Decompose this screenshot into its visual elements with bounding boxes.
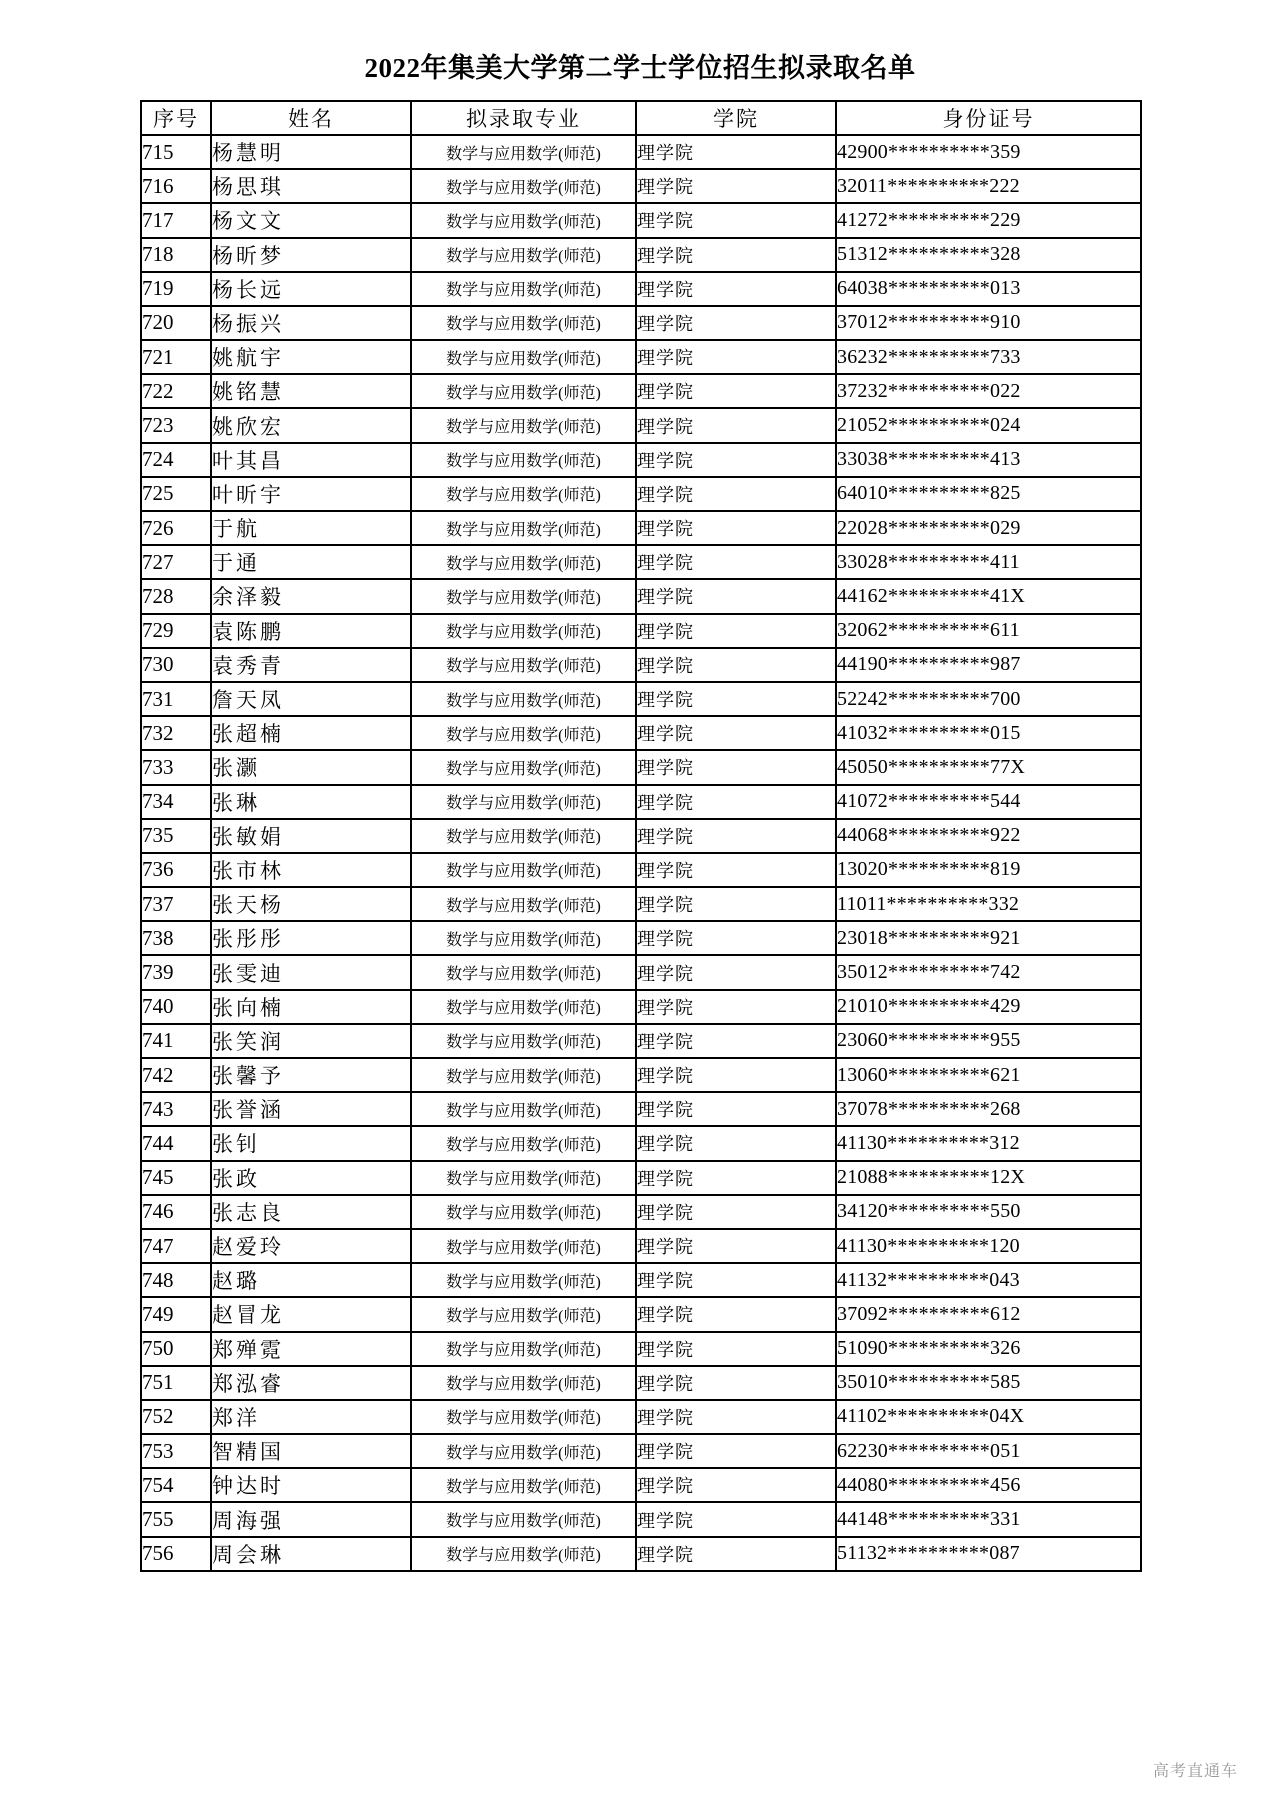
cell-major: 数学与应用数学(师范): [411, 477, 636, 511]
cell-major: 数学与应用数学(师范): [411, 1502, 636, 1536]
cell-college: 理学院: [636, 1126, 836, 1160]
cell-id: 21088**********12X: [836, 1161, 1141, 1195]
table-row: [141, 1024, 1141, 1058]
cell-college: 理学院: [636, 853, 836, 887]
cell-major: 数学与应用数学(师范): [411, 682, 636, 716]
cell-major: 数学与应用数学(师范): [411, 340, 636, 374]
cell-seq: 735: [141, 819, 211, 853]
cell-major: 数学与应用数学(师范): [411, 1366, 636, 1400]
cell-college: 理学院: [636, 306, 836, 340]
table-row: [141, 750, 1141, 784]
cell-name: 张向楠: [211, 990, 411, 1024]
cell-major: 数学与应用数学(师范): [411, 887, 636, 921]
cell-id: 52242**********700: [836, 682, 1141, 716]
table-body: [141, 135, 1141, 1571]
table-row: [141, 955, 1141, 989]
cell-seq: 753: [141, 1434, 211, 1468]
cell-name: 姚航宇: [211, 340, 411, 374]
cell-name: 张市林: [211, 853, 411, 887]
cell-major: 数学与应用数学(师范): [411, 1332, 636, 1366]
table-row: [141, 203, 1141, 237]
cell-major: 数学与应用数学(师范): [411, 921, 636, 955]
cell-seq: 728: [141, 579, 211, 613]
cell-college: 理学院: [636, 1263, 836, 1297]
cell-seq: 743: [141, 1092, 211, 1126]
column-header-college: 学院: [636, 101, 836, 135]
cell-major: 数学与应用数学(师范): [411, 1468, 636, 1502]
cell-name: 赵冒龙: [211, 1297, 411, 1331]
cell-seq: 737: [141, 887, 211, 921]
cell-major: 数学与应用数学(师范): [411, 306, 636, 340]
table-row: [141, 1126, 1141, 1160]
cell-name: 姚铭慧: [211, 374, 411, 408]
table-row: [141, 990, 1141, 1024]
cell-name: 周海强: [211, 1502, 411, 1536]
cell-id: 11011**********332: [836, 887, 1141, 921]
cell-id: 35012**********742: [836, 955, 1141, 989]
cell-id: 51312**********328: [836, 238, 1141, 272]
cell-major: 数学与应用数学(师范): [411, 1229, 636, 1263]
cell-college: 理学院: [636, 614, 836, 648]
cell-name: 张馨予: [211, 1058, 411, 1092]
table-row: [141, 648, 1141, 682]
roster-table-wrapper: [140, 100, 1140, 1572]
cell-seq: 716: [141, 169, 211, 203]
cell-major: 数学与应用数学(师范): [411, 1126, 636, 1160]
cell-major: 数学与应用数学(师范): [411, 545, 636, 579]
cell-seq: 722: [141, 374, 211, 408]
cell-seq: 732: [141, 716, 211, 750]
cell-name: 周会琳: [211, 1537, 411, 1571]
table-header: [141, 101, 1141, 135]
cell-name: 张雯迪: [211, 955, 411, 989]
cell-name: 张钊: [211, 1126, 411, 1160]
cell-id: 32062**********611: [836, 614, 1141, 648]
cell-name: 姚欣宏: [211, 408, 411, 442]
cell-college: 理学院: [636, 545, 836, 579]
cell-name: 张灏: [211, 750, 411, 784]
cell-seq: 756: [141, 1537, 211, 1571]
cell-seq: 718: [141, 238, 211, 272]
cell-id: 37232**********022: [836, 374, 1141, 408]
table-row: [141, 716, 1141, 750]
column-header-id: 身份证号: [836, 101, 1141, 135]
cell-seq: 729: [141, 614, 211, 648]
column-header-major: 拟录取专业: [411, 101, 636, 135]
table-row: [141, 272, 1141, 306]
table-row: [141, 477, 1141, 511]
cell-seq: 725: [141, 477, 211, 511]
cell-name: 詹天凤: [211, 682, 411, 716]
cell-college: 理学院: [636, 1161, 836, 1195]
cell-seq: 745: [141, 1161, 211, 1195]
table-row: [141, 408, 1141, 442]
table-row: [141, 853, 1141, 887]
cell-id: 45050**********77X: [836, 750, 1141, 784]
cell-id: 32011**********222: [836, 169, 1141, 203]
cell-major: 数学与应用数学(师范): [411, 750, 636, 784]
cell-id: 64038**********013: [836, 272, 1141, 306]
cell-college: 理学院: [636, 135, 836, 169]
table-row: [141, 1468, 1141, 1502]
cell-major: 数学与应用数学(师范): [411, 1263, 636, 1297]
cell-seq: 717: [141, 203, 211, 237]
cell-seq: 740: [141, 990, 211, 1024]
cell-college: 理学院: [636, 169, 836, 203]
cell-major: 数学与应用数学(师范): [411, 135, 636, 169]
cell-major: 数学与应用数学(师范): [411, 443, 636, 477]
cell-major: 数学与应用数学(师范): [411, 990, 636, 1024]
cell-college: 理学院: [636, 1024, 836, 1058]
table-row: [141, 1263, 1141, 1297]
cell-college: 理学院: [636, 1366, 836, 1400]
cell-college: 理学院: [636, 477, 836, 511]
cell-id: 41130**********312: [836, 1126, 1141, 1160]
cell-seq: 742: [141, 1058, 211, 1092]
cell-major: 数学与应用数学(师范): [411, 408, 636, 442]
cell-college: 理学院: [636, 1058, 836, 1092]
cell-college: 理学院: [636, 272, 836, 306]
table-row: [141, 340, 1141, 374]
table-header-row: [141, 101, 1141, 135]
cell-id: 13020**********819: [836, 853, 1141, 887]
column-header-name: 姓名: [211, 101, 411, 135]
cell-seq: 730: [141, 648, 211, 682]
table-row: [141, 1229, 1141, 1263]
cell-college: 理学院: [636, 1400, 836, 1434]
cell-name: 于航: [211, 511, 411, 545]
cell-seq: 715: [141, 135, 211, 169]
cell-college: 理学院: [636, 408, 836, 442]
cell-college: 理学院: [636, 785, 836, 819]
cell-seq: 721: [141, 340, 211, 374]
cell-college: 理学院: [636, 750, 836, 784]
table-row: [141, 1332, 1141, 1366]
table-row: [141, 1297, 1141, 1331]
table-row: [141, 443, 1141, 477]
cell-major: 数学与应用数学(师范): [411, 1161, 636, 1195]
cell-college: 理学院: [636, 374, 836, 408]
cell-name: 张笑润: [211, 1024, 411, 1058]
cell-id: 37078**********268: [836, 1092, 1141, 1126]
cell-id: 51132**********087: [836, 1537, 1141, 1571]
cell-college: 理学院: [636, 1229, 836, 1263]
cell-major: 数学与应用数学(师范): [411, 203, 636, 237]
cell-college: 理学院: [636, 1297, 836, 1331]
table-row: [141, 1366, 1141, 1400]
cell-name: 杨振兴: [211, 306, 411, 340]
cell-id: 44068**********922: [836, 819, 1141, 853]
cell-seq: 754: [141, 1468, 211, 1502]
cell-id: 64010**********825: [836, 477, 1141, 511]
cell-college: 理学院: [636, 1537, 836, 1571]
cell-name: 智精国: [211, 1434, 411, 1468]
table-row: [141, 579, 1141, 613]
cell-seq: 731: [141, 682, 211, 716]
cell-name: 张敏娟: [211, 819, 411, 853]
cell-name: 张政: [211, 1161, 411, 1195]
cell-college: 理学院: [636, 340, 836, 374]
cell-seq: 736: [141, 853, 211, 887]
cell-major: 数学与应用数学(师范): [411, 785, 636, 819]
table-row: [141, 135, 1141, 169]
cell-college: 理学院: [636, 1468, 836, 1502]
cell-name: 于通: [211, 545, 411, 579]
cell-name: 杨思琪: [211, 169, 411, 203]
cell-seq: 744: [141, 1126, 211, 1160]
cell-major: 数学与应用数学(师范): [411, 1297, 636, 1331]
cell-name: 赵爱玲: [211, 1229, 411, 1263]
table-row: [141, 374, 1141, 408]
table-row: [141, 545, 1141, 579]
cell-name: 张琳: [211, 785, 411, 819]
table-row: [141, 1434, 1141, 1468]
cell-major: 数学与应用数学(师范): [411, 1024, 636, 1058]
cell-name: 杨长远: [211, 272, 411, 306]
cell-college: 理学院: [636, 1092, 836, 1126]
cell-id: 35010**********585: [836, 1366, 1141, 1400]
cell-college: 理学院: [636, 819, 836, 853]
cell-id: 34120**********550: [836, 1195, 1141, 1229]
cell-major: 数学与应用数学(师范): [411, 238, 636, 272]
cell-name: 袁秀青: [211, 648, 411, 682]
cell-id: 41132**********043: [836, 1263, 1141, 1297]
cell-id: 23060**********955: [836, 1024, 1141, 1058]
cell-major: 数学与应用数学(师范): [411, 1195, 636, 1229]
cell-name: 张超楠: [211, 716, 411, 750]
cell-major: 数学与应用数学(师范): [411, 614, 636, 648]
table-row: [141, 1195, 1141, 1229]
cell-major: 数学与应用数学(师范): [411, 819, 636, 853]
cell-seq: 752: [141, 1400, 211, 1434]
cell-id: 23018**********921: [836, 921, 1141, 955]
cell-seq: 723: [141, 408, 211, 442]
cell-seq: 726: [141, 511, 211, 545]
cell-name: 张天杨: [211, 887, 411, 921]
cell-major: 数学与应用数学(师范): [411, 1092, 636, 1126]
cell-college: 理学院: [636, 443, 836, 477]
cell-name: 郑殚霓: [211, 1332, 411, 1366]
cell-name: 杨慧明: [211, 135, 411, 169]
admission-roster-table: [140, 100, 1142, 1572]
cell-major: 数学与应用数学(师范): [411, 374, 636, 408]
table-row: [141, 169, 1141, 203]
table-row: [141, 511, 1141, 545]
cell-id: 33038**********413: [836, 443, 1141, 477]
cell-seq: 733: [141, 750, 211, 784]
cell-seq: 739: [141, 955, 211, 989]
cell-id: 42900**********359: [836, 135, 1141, 169]
table-row: [141, 1161, 1141, 1195]
cell-id: 36232**********733: [836, 340, 1141, 374]
cell-name: 张誉涵: [211, 1092, 411, 1126]
cell-college: 理学院: [636, 1332, 836, 1366]
cell-college: 理学院: [636, 203, 836, 237]
table-row: [141, 1400, 1141, 1434]
table-row: [141, 1058, 1141, 1092]
cell-college: 理学院: [636, 1195, 836, 1229]
watermark-label: 高考直通车: [1152, 1763, 1238, 1780]
table-row: [141, 887, 1141, 921]
table-row: [141, 682, 1141, 716]
cell-id: 41032**********015: [836, 716, 1141, 750]
table-row: [141, 1537, 1141, 1571]
cell-seq: 747: [141, 1229, 211, 1263]
cell-id: 44148**********331: [836, 1502, 1141, 1536]
cell-id: 13060**********621: [836, 1058, 1141, 1092]
cell-major: 数学与应用数学(师范): [411, 1058, 636, 1092]
cell-college: 理学院: [636, 1502, 836, 1536]
cell-major: 数学与应用数学(师范): [411, 272, 636, 306]
cell-seq: 719: [141, 272, 211, 306]
cell-seq: 750: [141, 1332, 211, 1366]
table-row: [141, 819, 1141, 853]
cell-id: 41072**********544: [836, 785, 1141, 819]
cell-name: 赵璐: [211, 1263, 411, 1297]
cell-major: 数学与应用数学(师范): [411, 1434, 636, 1468]
cell-id: 21010**********429: [836, 990, 1141, 1024]
table-row: [141, 1502, 1141, 1536]
cell-id: 41102**********04X: [836, 1400, 1141, 1434]
cell-id: 21052**********024: [836, 408, 1141, 442]
column-header-seq: 序号: [141, 101, 211, 135]
table-row: [141, 785, 1141, 819]
cell-id: 44190**********987: [836, 648, 1141, 682]
cell-seq: 724: [141, 443, 211, 477]
cell-seq: 738: [141, 921, 211, 955]
cell-major: 数学与应用数学(师范): [411, 648, 636, 682]
cell-id: 37012**********910: [836, 306, 1141, 340]
cell-name: 余泽毅: [211, 579, 411, 613]
cell-name: 叶其昌: [211, 443, 411, 477]
cell-major: 数学与应用数学(师范): [411, 1400, 636, 1434]
cell-college: 理学院: [636, 511, 836, 545]
cell-seq: 755: [141, 1502, 211, 1536]
cell-name: 袁陈鹏: [211, 614, 411, 648]
cell-college: 理学院: [636, 716, 836, 750]
cell-major: 数学与应用数学(师范): [411, 955, 636, 989]
cell-seq: 734: [141, 785, 211, 819]
cell-college: 理学院: [636, 579, 836, 613]
cell-seq: 741: [141, 1024, 211, 1058]
cell-college: 理学院: [636, 955, 836, 989]
cell-college: 理学院: [636, 682, 836, 716]
cell-college: 理学院: [636, 1434, 836, 1468]
cell-seq: 751: [141, 1366, 211, 1400]
cell-major: 数学与应用数学(师范): [411, 1537, 636, 1571]
cell-seq: 748: [141, 1263, 211, 1297]
cell-name: 郑泓睿: [211, 1366, 411, 1400]
cell-id: 33028**********411: [836, 545, 1141, 579]
cell-name: 叶昕宇: [211, 477, 411, 511]
cell-id: 41272**********229: [836, 203, 1141, 237]
table-row: [141, 614, 1141, 648]
table-row: [141, 921, 1141, 955]
cell-college: 理学院: [636, 648, 836, 682]
table-row: [141, 306, 1141, 340]
cell-seq: 727: [141, 545, 211, 579]
cell-id: 22028**********029: [836, 511, 1141, 545]
cell-major: 数学与应用数学(师范): [411, 579, 636, 613]
table-row: [141, 1092, 1141, 1126]
cell-seq: 749: [141, 1297, 211, 1331]
cell-id: 44080**********456: [836, 1468, 1141, 1502]
cell-college: 理学院: [636, 238, 836, 272]
cell-college: 理学院: [636, 921, 836, 955]
cell-name: 张彤彤: [211, 921, 411, 955]
cell-major: 数学与应用数学(师范): [411, 716, 636, 750]
cell-seq: 720: [141, 306, 211, 340]
cell-major: 数学与应用数学(师范): [411, 511, 636, 545]
cell-name: 杨昕梦: [211, 238, 411, 272]
cell-id: 51090**********326: [836, 1332, 1141, 1366]
cell-id: 37092**********612: [836, 1297, 1141, 1331]
cell-name: 钟达时: [211, 1468, 411, 1502]
cell-seq: 746: [141, 1195, 211, 1229]
cell-id: 44162**********41X: [836, 579, 1141, 613]
cell-college: 理学院: [636, 887, 836, 921]
cell-college: 理学院: [636, 990, 836, 1024]
cell-major: 数学与应用数学(师范): [411, 853, 636, 887]
cell-name: 杨文文: [211, 203, 411, 237]
table-row: [141, 238, 1141, 272]
cell-id: 62230**********051: [836, 1434, 1141, 1468]
cell-name: 郑洋: [211, 1400, 411, 1434]
cell-id: 41130**********120: [836, 1229, 1141, 1263]
cell-name: 张志良: [211, 1195, 411, 1229]
cell-major: 数学与应用数学(师范): [411, 169, 636, 203]
page-title: 2022年集美大学第二学士学位招生拟录取名单: [364, 53, 916, 83]
